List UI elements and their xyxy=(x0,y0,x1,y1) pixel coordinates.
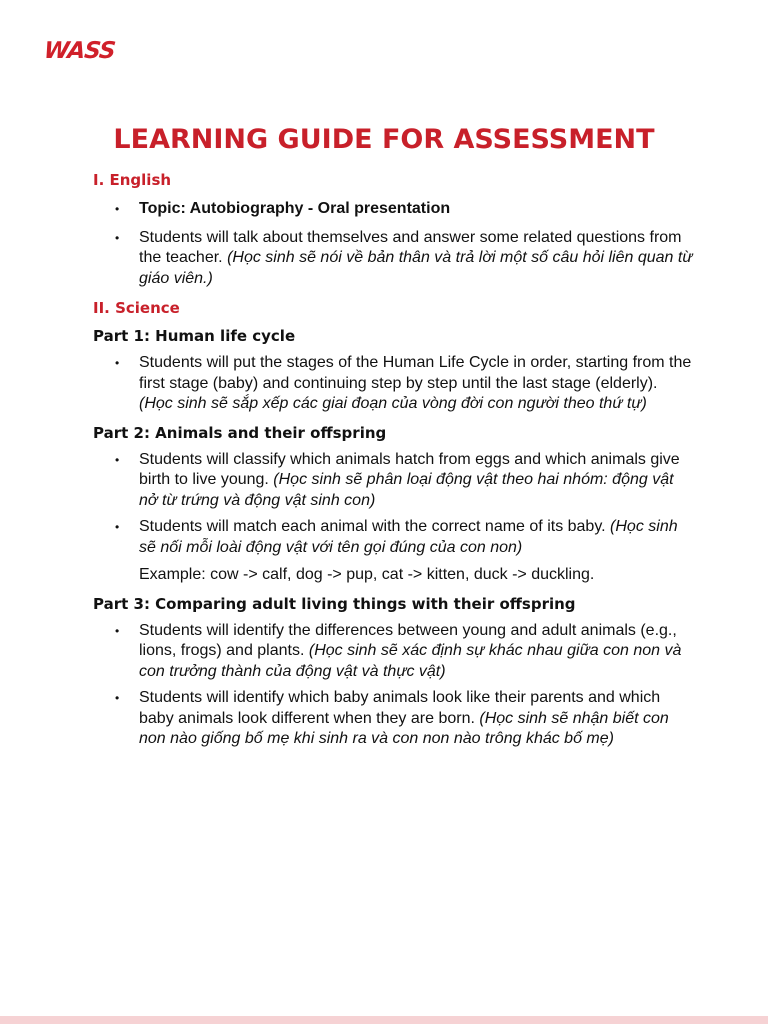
bullet-icon: • xyxy=(115,691,120,705)
list-item: • Students will match each animal with the correct name of its baby. (Học sinh sẽ nối mỗi loài động vật với tên gọi đúng của con non) xyxy=(115,518,678,556)
part2-list xyxy=(93,450,693,559)
list-item: • Students will talk about themselves and answer some related questions from the teacher. (Học sinh sẽ nói về bản thân và trả lời một số câu hỏi liên quan từ giáo viên.) xyxy=(115,228,693,287)
english-list xyxy=(93,199,693,289)
list-item: • Students will classify which animals hatch from eggs and which animals give birth to live young. (Học sinh sẽ phân loại động vật theo hai nhóm: động vật nở từ trứng và động vật sinh con) xyxy=(115,450,680,509)
part1-heading: Part 1: Human life cycle xyxy=(93,327,296,345)
list-item: • Students will put the stages of the Human Life Cycle in order, starting from the first stage (baby) and continuing step by step until the last stage (elderly). (Học sinh sẽ sắp xếp các giai đoạn của vòng đời con người theo thứ tự) xyxy=(115,354,692,412)
page-title: LEARNING GUIDE FOR ASSESSMENT xyxy=(113,124,655,155)
part3-list xyxy=(93,621,693,750)
list-item: • Topic: Autobiography - Oral presentation xyxy=(93,199,693,220)
list-item: • Students will identify which baby animals look like their parents and which baby animals look different when they are born. (Học sinh sẽ nhận biết con non nào giống bố mẹ khi sinh ra và con non nào trông khác bố mẹ) xyxy=(115,689,669,747)
part2-heading: Part 2: Animals and their offspring xyxy=(93,423,387,442)
footer-bar xyxy=(0,1016,768,1024)
example-text: Example: cow -> calf, dog -> pup, cat -> kitten, duck -> duckling. xyxy=(139,566,595,583)
bullet-icon: • xyxy=(115,623,120,638)
list-item: • Students will identify the differences between young and adult animals (e.g., lions, frogs) and plants. (Học sinh sẽ xác định sự khác nhau giữa con non và con trưởng thành của động vật và thực vật) xyxy=(115,621,682,680)
bullet-icon: • xyxy=(115,230,120,245)
bullet-icon: • xyxy=(115,452,120,467)
content xyxy=(93,170,693,750)
wass-logo: WASS xyxy=(42,38,117,64)
bullet-icon: • xyxy=(115,356,120,370)
section-english-heading: I. English xyxy=(93,171,172,189)
bullet-icon: • xyxy=(115,520,120,534)
bullet-icon: • xyxy=(115,202,120,216)
part1-list xyxy=(93,353,693,415)
section-science-heading: II. Science xyxy=(93,299,180,317)
part3-heading: Part 3: Comparing adult living things with their offspring xyxy=(93,594,576,613)
